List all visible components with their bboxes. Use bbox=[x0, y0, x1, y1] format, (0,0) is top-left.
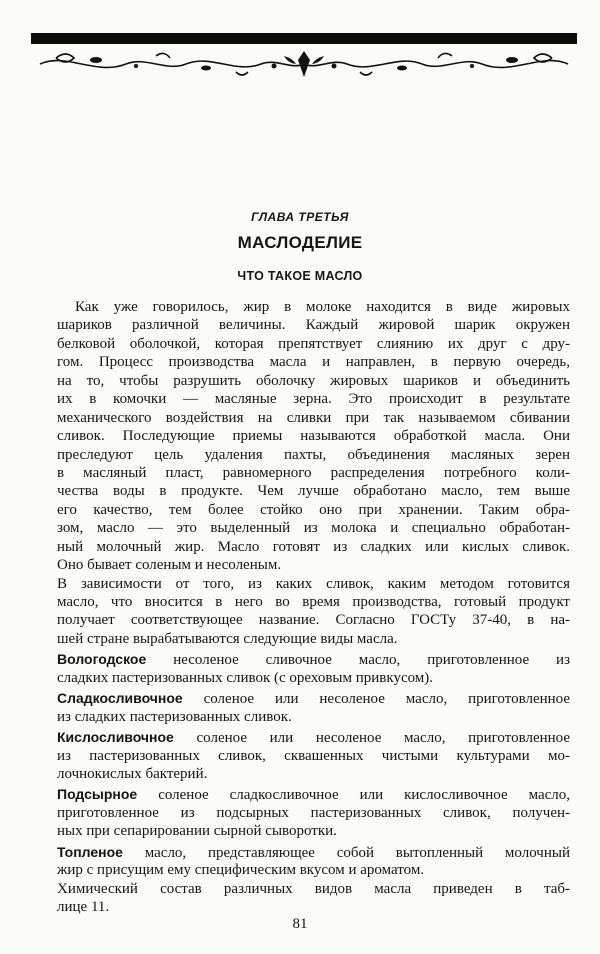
butter-type-term: Подсырное bbox=[57, 786, 138, 803]
body-text bbox=[57, 298, 570, 916]
butter-type-desc: соленое или несоленое масло, приготовленное bbox=[196, 730, 571, 747]
butter-type-entry bbox=[57, 785, 570, 803]
butter-type-entry bbox=[57, 843, 570, 861]
text-line: шей стране вырабатываются следующие виды масла. bbox=[57, 630, 398, 647]
butter-type-desc: несоленое сливочное масло, приготовленное из bbox=[173, 652, 571, 669]
text-line: гом. Процесс производства масла и направлен, в первую очередь, bbox=[57, 354, 570, 371]
text-line: преследуют цель удаления пахты, объединения масляных зерен bbox=[57, 446, 570, 463]
text-line: жир с присущим ему специфическим вкусом и ароматом. bbox=[57, 862, 425, 879]
butter-type-term: Вологодское bbox=[57, 651, 147, 668]
chapter-title: МАСЛОДЕЛИЕ bbox=[237, 233, 363, 252]
text-line: масло, что вносится в него во время производства, готовый продукт bbox=[57, 594, 570, 610]
text-line: чества воды в продукте. Чем лучше обработано масло, тем выше bbox=[57, 483, 570, 500]
butter-type-entry bbox=[57, 689, 570, 707]
butter-type-desc: масло, представляющее собой вытопленный молочный bbox=[144, 844, 570, 861]
text-line: из пастеризованных сливок, сквашенных чистыми культурами мо- bbox=[57, 747, 570, 764]
butter-type-term: Кислосливочное bbox=[57, 729, 174, 746]
chapter-label: ГЛАВА ТРЕТЬЯ bbox=[251, 210, 349, 224]
text-line: в масляный пласт, равномерного распределения потребного коли- bbox=[57, 464, 570, 481]
butter-type-desc: соленое сладкосливочное или кислосливочное масло, bbox=[158, 787, 571, 804]
butter-type-entry bbox=[57, 650, 570, 668]
butter-type-entry bbox=[57, 728, 570, 746]
text-line: лочнокислых бактерий. bbox=[57, 765, 208, 782]
ornament-divider bbox=[36, 48, 572, 80]
text-line: получает соответствующее название. Согласно ГОСТу 37-40, в на- bbox=[57, 612, 570, 629]
text-line: ных при сепарировании сырной сыворотки. bbox=[57, 823, 337, 840]
text-line: сладких пастеризованных сливок (с ореховым привкусом). bbox=[57, 669, 434, 686]
text-line: ный молочный жир. Масло готовят из сладких или кислых сливок. bbox=[57, 538, 570, 555]
text-line: на то, чтобы разрушить оболочку жировых шариков и объединить bbox=[57, 372, 570, 389]
butter-type-desc: соленое или несоленое масло, приготовленное bbox=[203, 691, 571, 708]
butter-type-term: Топленое bbox=[57, 843, 123, 860]
text-line: белковой оболочкой, которая препятствует слиянию их друг с дру- bbox=[57, 335, 570, 352]
text-line: сливок. Последующие приемы называются обработкой масла. Они bbox=[57, 428, 570, 445]
text-line: лице 11. bbox=[57, 899, 110, 915]
text-line: В зависимости от того, из каких сливок, каким методом готовится bbox=[57, 575, 570, 592]
text-line: из сладких пастеризованных сливок. bbox=[57, 708, 292, 725]
butter-type-term: Сладкосливочное bbox=[57, 690, 183, 707]
text-line: его качество, тем более стойко оно при хранении. Таким обра- bbox=[57, 501, 570, 518]
page-number: 81 bbox=[292, 916, 308, 932]
text-line: зом, масло — это выделенный из молока и специально обработан- bbox=[57, 520, 570, 537]
text-line: Оно бывает соленым и несоленым. bbox=[57, 557, 282, 574]
section-title: ЧТО ТАКОЕ МАСЛО bbox=[237, 269, 363, 283]
text-line: Как уже говорилось, жир в молоке находится в виде жировых bbox=[75, 299, 570, 315]
text-line: Химический состав различных видов масла приведен в таб- bbox=[57, 880, 570, 897]
text-line: механического воздействия на сливки при так называемом сбивании bbox=[57, 409, 570, 426]
text-line: их в комочки — масляные зерна. Это происходит в результате bbox=[57, 391, 570, 408]
text-line: приготовленное из подсырных пастеризованных сливок, получен- bbox=[57, 804, 570, 821]
top-rule bbox=[31, 33, 577, 44]
text-line: шариков различной величины. Каждый жировой шарик окружен bbox=[57, 317, 570, 334]
